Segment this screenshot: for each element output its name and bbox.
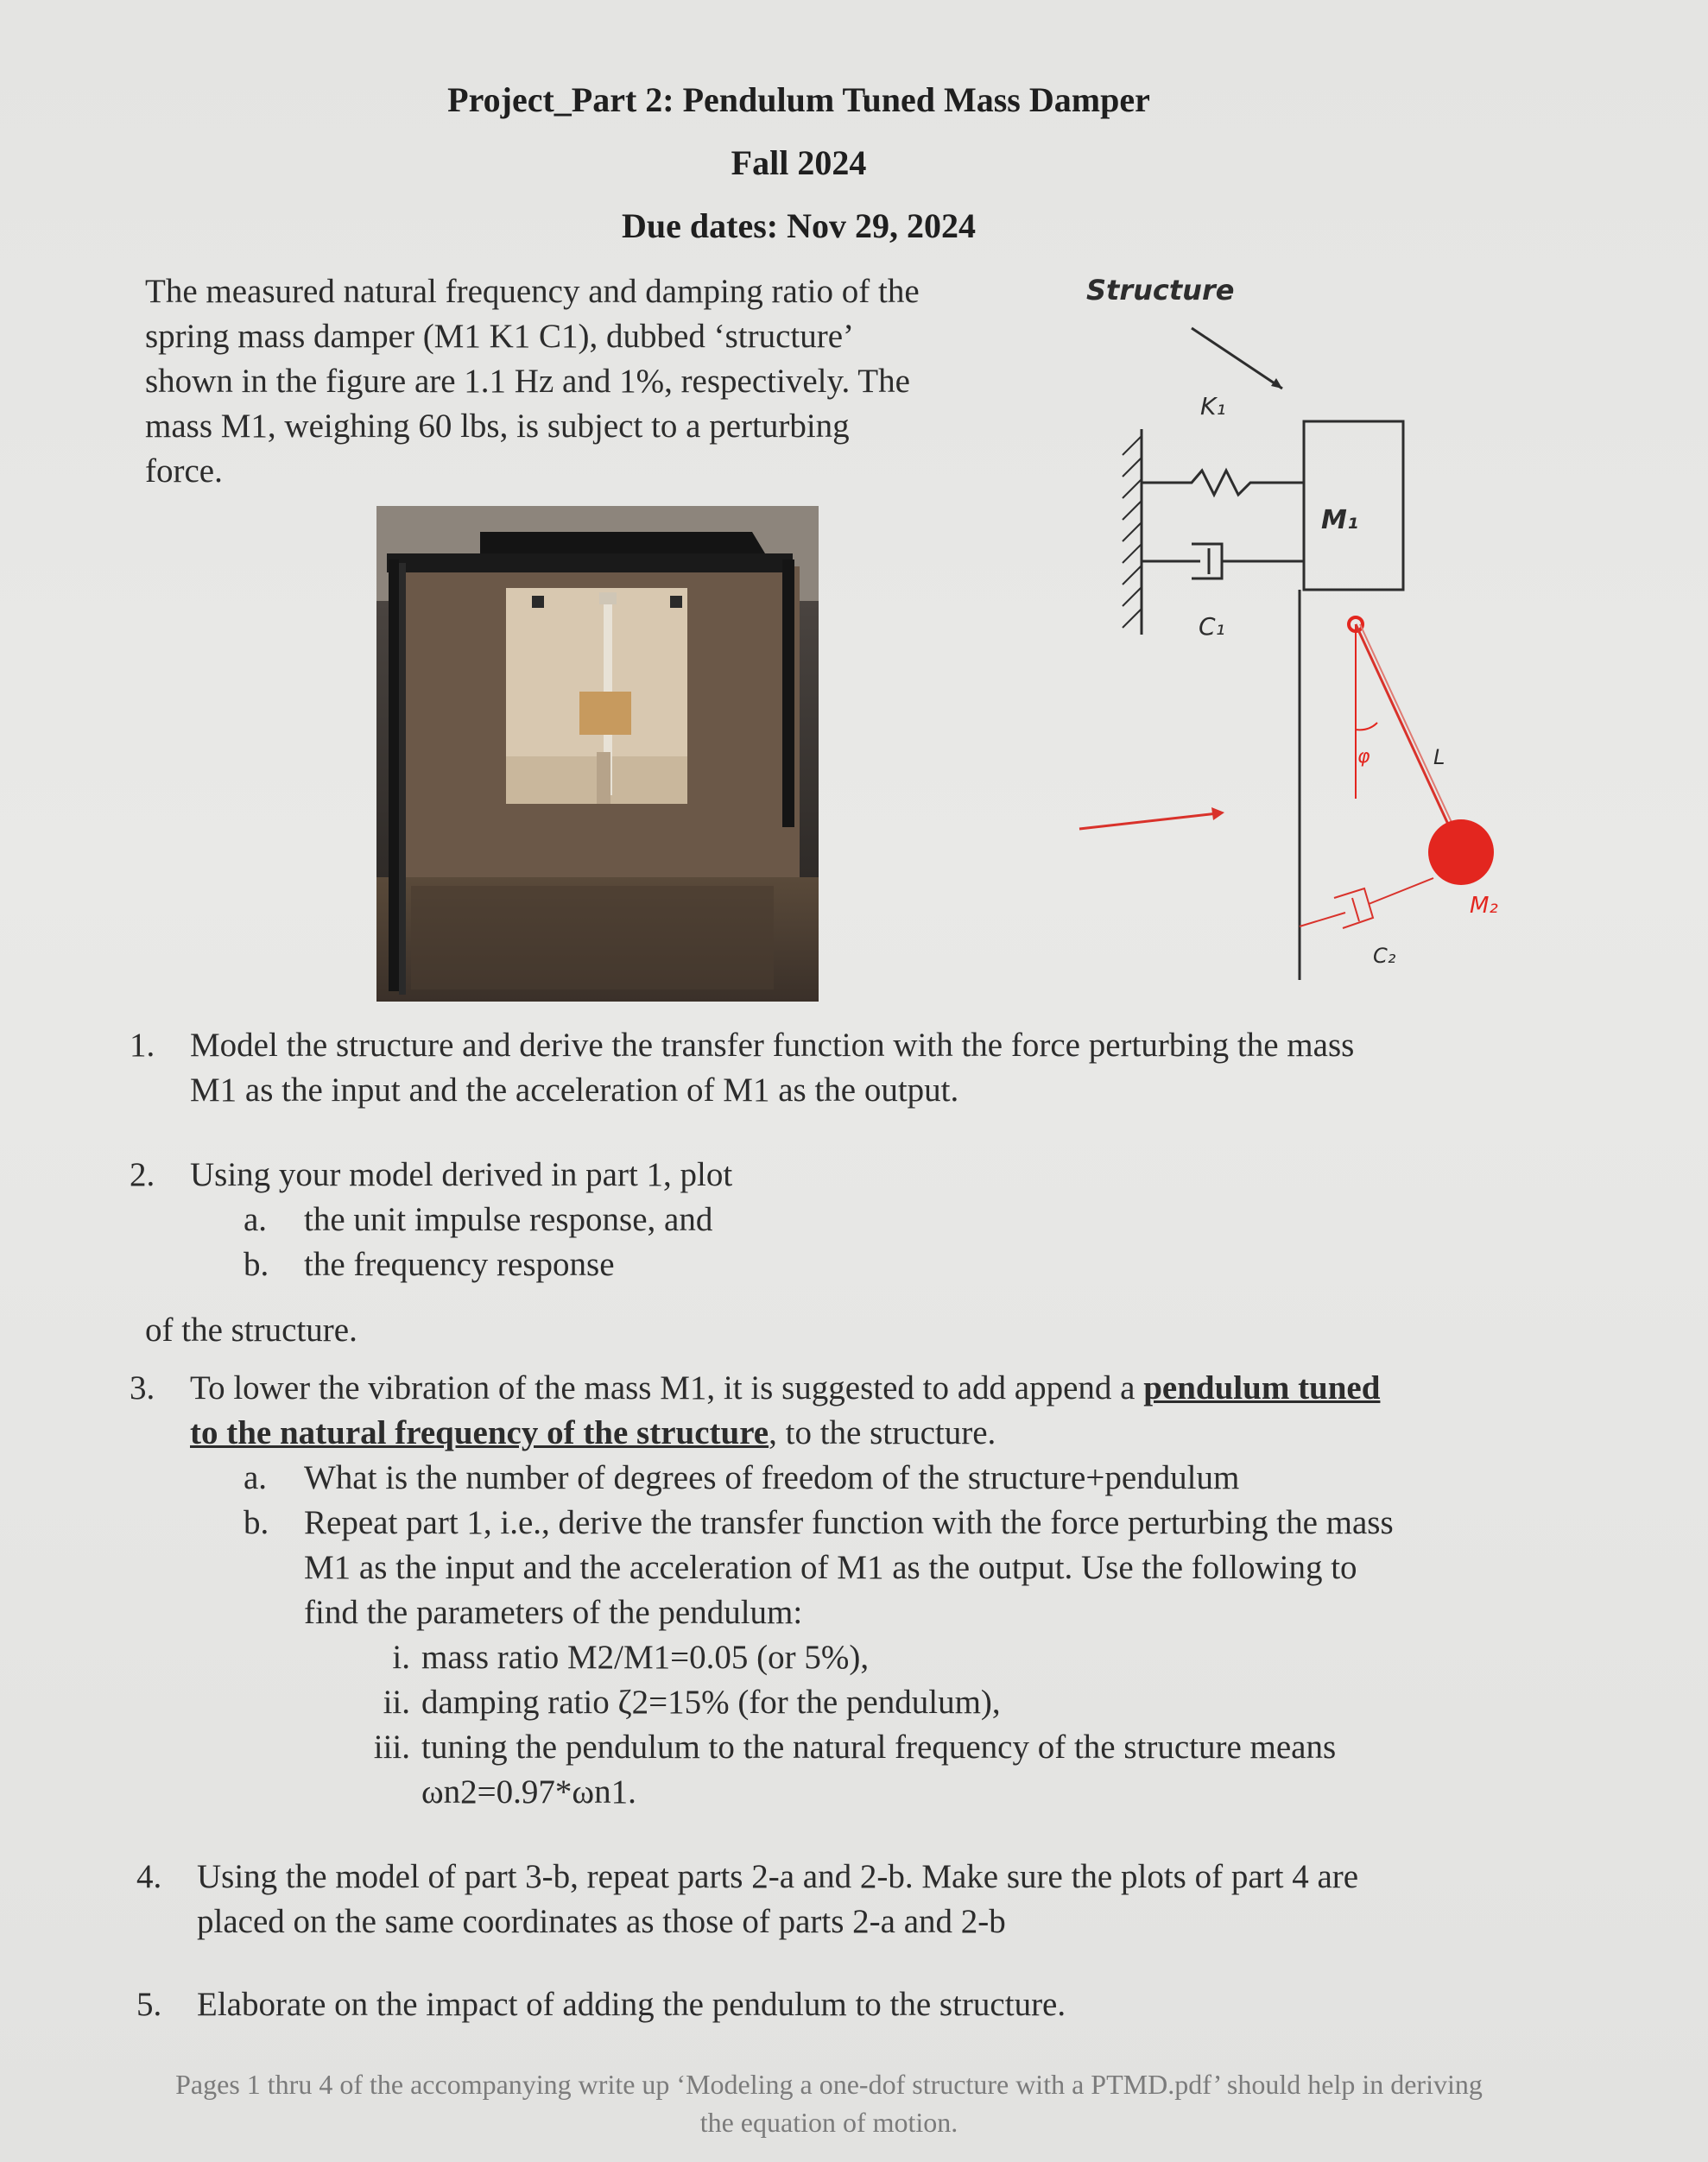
roman-item-text: damping ratio ζ2=15% (for the pendulum), xyxy=(421,1684,1001,1721)
question-number: 5. xyxy=(136,1986,162,2023)
force-arrow-head xyxy=(1211,807,1224,820)
question-number: 3. xyxy=(130,1369,155,1407)
pendulum-bob-m2 xyxy=(1428,819,1494,885)
roman-item-text: ωn2=0.97*ωn1. xyxy=(421,1773,636,1811)
footer-line: Pages 1 thru 4 of the accompanying write up ‘Modeling a one-dof structure with a PTMD.pdf’ should help in deriving xyxy=(175,2069,1483,2100)
question-number: 2. xyxy=(130,1156,155,1193)
intro-line: spring mass damper (M1 K1 C1), dubbed ‘structure’ xyxy=(145,318,854,355)
l-label: L xyxy=(1433,745,1445,769)
roman-numeral: iii. xyxy=(373,1729,410,1766)
pendulum-rod-edge xyxy=(1360,624,1465,852)
intro-line: mass M1, weighing 60 lbs, is subject to a perturbing xyxy=(145,408,850,445)
question-text xyxy=(190,1366,1380,1411)
roman-numeral: ii. xyxy=(383,1684,410,1721)
page-title: Project_Part 2: Pendulum Tuned Mass Damper xyxy=(447,80,1150,119)
intro-paragraph xyxy=(145,269,1060,494)
question-text: Elaborate on the impact of adding the pendulum to the structure. xyxy=(197,1986,1066,2023)
schematic-svg xyxy=(1071,263,1554,1006)
structure-pointer xyxy=(1192,328,1282,389)
spring-k1 xyxy=(1142,471,1304,495)
c1-label: C₁ xyxy=(1199,612,1225,641)
subitem-text: M1 as the input and the acceleration of M1 as the output. Use the following to xyxy=(304,1549,1357,1586)
phi-label: φ xyxy=(1357,746,1370,768)
roman-item-text: tuning the pendulum to the natural frequency of the structure means xyxy=(421,1729,1337,1766)
subitem-text: Repeat part 1, i.e., derive the transfer function with the force perturbing the mass xyxy=(304,1504,1394,1541)
intro-line: The measured natural frequency and damping ratio of the xyxy=(145,273,920,310)
structure-label: Structure xyxy=(1086,274,1235,307)
subitem-text: find the parameters of the pendulum: xyxy=(304,1594,803,1631)
damper-c2-piston xyxy=(1352,898,1359,921)
wall-hatching xyxy=(1123,436,1142,628)
roman-item-text: mass ratio M2/M1=0.05 (or 5%), xyxy=(421,1639,870,1676)
c2-label: C₂ xyxy=(1373,944,1396,968)
footer-note xyxy=(35,2065,1623,2141)
damper-c2-rod xyxy=(1300,913,1345,926)
question-text-part: , to the structure. xyxy=(769,1414,996,1451)
question-number: 4. xyxy=(136,1858,162,1895)
k1-label: K₁ xyxy=(1200,392,1226,420)
force-arrow xyxy=(1079,813,1218,829)
angle-arc xyxy=(1356,723,1377,730)
m1-label: M₁ xyxy=(1321,505,1358,535)
underlined-phrase: to the natural frequency of the structure xyxy=(190,1414,769,1451)
roman-numeral: i. xyxy=(392,1639,410,1676)
question-text: Model the structure and derive the transfer function with the force perturbing the mass xyxy=(190,1027,1355,1064)
question-text-part: To lower the vibration of the mass M1, it is suggested to add append a xyxy=(190,1369,1144,1407)
footer-line: the equation of motion. xyxy=(699,2107,958,2138)
subitem-text: the frequency response xyxy=(304,1246,615,1283)
pendulum-rod xyxy=(1356,624,1461,852)
question-text xyxy=(190,1411,996,1456)
intro-line: force. xyxy=(145,452,223,490)
subitem-letter: b. xyxy=(244,1504,269,1541)
subitem-letter: a. xyxy=(244,1201,268,1238)
subitem-letter: a. xyxy=(244,1459,268,1496)
question-text: placed on the same coordinates as those of parts 2-a and 2-b xyxy=(197,1903,1006,1940)
pendulum-damper-diagram xyxy=(1071,263,1554,1006)
intro-line: shown in the figure are 1.1 Hz and 1%, respectively. The xyxy=(145,363,910,400)
damper-c2-cylinder xyxy=(1334,888,1373,928)
question-text: Using your model derived in part 1, plot xyxy=(190,1156,733,1193)
question-tail: of the structure. xyxy=(145,1312,357,1349)
subitem-text: What is the number of degrees of freedom of the structure+pendulum xyxy=(304,1459,1240,1496)
underlined-phrase: pendulum tuned xyxy=(1143,1369,1381,1407)
question-number: 1. xyxy=(130,1027,155,1064)
question-text: M1 as the input and the acceleration of M1 as the output. xyxy=(190,1072,959,1109)
structure-photo-image xyxy=(376,506,819,1002)
due-date: Due dates: Nov 29, 2024 xyxy=(622,206,976,245)
term-label: Fall 2024 xyxy=(731,143,867,182)
damper-c2-link xyxy=(1369,878,1433,904)
subitem-letter: b. xyxy=(244,1246,269,1283)
question-text: Using the model of part 3-b, repeat parts 2-a and 2-b. Make sure the plots of part 4 are xyxy=(197,1858,1359,1895)
subitem-text: the unit impulse response, and xyxy=(304,1201,713,1238)
m2-label: M₂ xyxy=(1470,893,1498,919)
structure-photo xyxy=(376,506,819,1002)
